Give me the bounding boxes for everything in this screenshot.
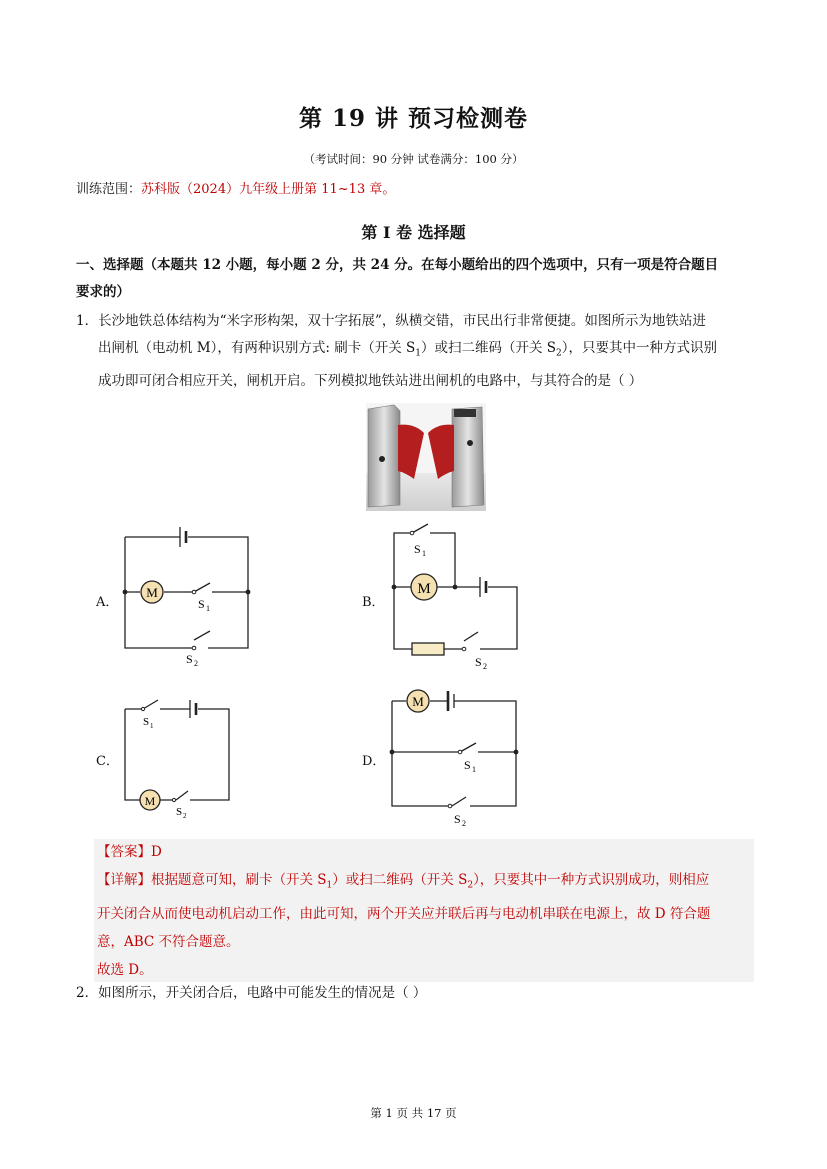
part-heading-line2: 要求的）	[76, 284, 130, 300]
conclusion: 故选 D。	[97, 961, 153, 978]
exam-info: （考试时间：90 分钟 试卷满分：100 分）	[303, 152, 524, 166]
label-c-s1: S	[143, 716, 150, 728]
detail-line3: 意，ABC 不符合题意。	[97, 933, 240, 950]
section-title: 第 I 卷 选择题	[361, 223, 466, 242]
svg-text:1: 1	[422, 549, 426, 558]
option-a-label[interactable]: A．	[96, 595, 119, 610]
motor-b: M	[417, 581, 431, 597]
label-d-s1: S	[464, 758, 471, 772]
label-d-s2: S	[454, 812, 461, 826]
option-c-label[interactable]: C．	[96, 754, 119, 769]
svg-text:1: 1	[150, 722, 154, 730]
circuit-c[interactable]	[110, 690, 240, 820]
page-footer: 第 1 页 共 17 页	[370, 1106, 457, 1120]
svg-text:2: 2	[194, 659, 198, 668]
q1-line2: 出闸机（电动机 M），有两种识别方式: 刷卡（开关 $S_1$）或扫二维码（开关 $S_2$），只要其中一种方式识别	[98, 340, 718, 359]
detail-line1: 【详解】根据题意可知，刷卡（开关 $S_1$）或扫二维码（开关 $S_2$），只要其中一种方式识别成功，则相应	[97, 872, 710, 891]
svg-text:2: 2	[462, 819, 466, 828]
part-heading	[76, 252, 756, 306]
label-b-s2: S	[475, 655, 482, 669]
svg-text:2: 2	[483, 662, 487, 671]
page-title: 第 19 讲 预习检测卷	[298, 105, 529, 132]
label-a-s2: S	[186, 652, 193, 666]
training-scope	[76, 178, 395, 197]
turnstile-photo	[366, 403, 486, 511]
detail-line2: 开关闭合从而使电动机启动工作，由此可知，两个开关应并联后再与电动机串联在电源上，故 D 符合题	[97, 905, 711, 922]
motor-a: M	[146, 585, 158, 600]
q1-line3: 成功即可闭合相应开关，闸机开启。下列模拟地铁站进出闸机的电路中，与其符合的是（ ）	[98, 372, 643, 389]
svg-text:1: 1	[206, 604, 210, 613]
scope-label: 训练范围：	[76, 182, 142, 197]
motor-c: M	[144, 794, 156, 808]
question-2: 2．如图所示，开关闭合后，电路中可能发生的情况是（ ）	[76, 985, 427, 1001]
scope-value: 苏科版（2024）九年级上册第 11~13 章。	[141, 182, 396, 197]
q1-line1: 1．长沙地铁总体结构为“米字形构架，双十字拓展”，纵横交错，市民出行非常便捷。如图所示为地铁站进	[76, 313, 706, 329]
answer-block	[97, 838, 752, 984]
svg-text:2: 2	[183, 812, 187, 820]
label-b-s1: S	[414, 542, 421, 556]
resistor-b	[412, 643, 444, 655]
option-d-label[interactable]: D．	[362, 754, 386, 769]
circuit-a[interactable]	[110, 520, 270, 670]
circuit-d[interactable]	[380, 685, 530, 830]
label-c-s2: S	[176, 806, 183, 818]
option-b-label[interactable]: B．	[362, 595, 385, 610]
svg-text:1: 1	[472, 765, 476, 774]
question-1	[76, 308, 756, 395]
motor-d: M	[412, 694, 424, 709]
answer-line: 【答案】D	[97, 844, 162, 860]
part-heading-line1: 一、选择题（本题共 12 小题，每小题 2 分，共 24 分。在每小题给出的四个选项中，只有一项是符合题目	[76, 257, 719, 273]
label-a-s1: S	[198, 597, 205, 611]
circuit-b[interactable]	[380, 515, 530, 680]
